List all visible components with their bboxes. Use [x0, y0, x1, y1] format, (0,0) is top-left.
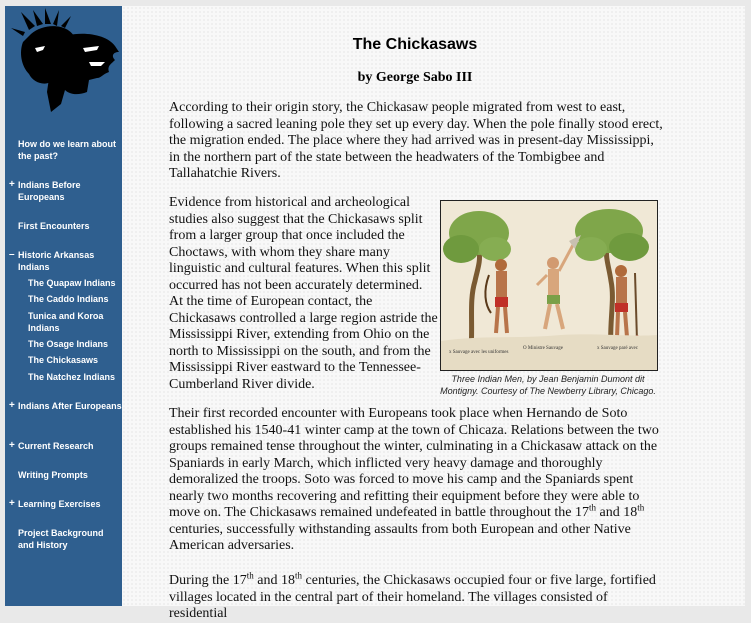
nav-item-label: Current Research — [18, 441, 94, 451]
sidebar-nav — [5, 6, 122, 606]
superscript: th — [637, 502, 645, 513]
paragraph-text: and 18 — [596, 505, 638, 520]
nav-item-label: Tunica and Koroa Indians — [28, 311, 104, 333]
painting-caption-right: x Sauvage paré avec — [597, 346, 638, 351]
expand-plus-icon[interactable]: + — [9, 440, 15, 451]
superscript: th — [295, 570, 303, 581]
nav-item-label: Project Background and History — [18, 528, 104, 550]
article-paragraph-4 — [169, 570, 663, 623]
painting-caption-middle: O Ministre Sauvage — [523, 346, 563, 351]
paragraph-text: During the 17 — [169, 573, 247, 588]
paragraph-text: centuries, successfully withstanding assaults from both European and other Native American adversaries. — [169, 521, 631, 553]
nav-item-label: Learning Exercises — [18, 499, 101, 509]
superscript: th — [589, 502, 597, 513]
article-paragraph-2: Evidence from historical and archeological studies also suggest that the Chickasaws split from a larger group that once included the Choctaws, with whom they share many linguistic and cultural features. When this split occurred has not been accurately determined. At the time of European contact, the Chickasaws controlled a large region astride the Mississippi River, extending from Ohio on the north to Mississippi on the south, and from the Mississippi River eastward to the Tennessee-Cumberland River divide. — [169, 195, 438, 392]
nav-item-label: First Encounters — [18, 221, 90, 231]
article-paragraph-3 — [169, 406, 663, 555]
paragraph-text: and 18 — [253, 573, 295, 588]
expand-plus-icon[interactable]: + — [9, 179, 15, 190]
painting-caption-left: x Sauvage avec les uniformes — [449, 350, 509, 355]
paragraph-text: Their first recorded encounter with Europeans took place when Hernando de Soto established his 1540-41 winter camp at the town of Chicaza. Relations between the two groups remained tense throughout the winter, culminating in a Chickasaw attack on the Spaniards in early March, which inflicted very heavy damage and thoroughly demoralized the troops. Soto was forced to move his camp and the Spaniards spent nearly two months recovering and refitting their equipment before they were able to move on. The Chickasaws remained undefeated in battle throughout the 17 — [169, 406, 659, 520]
article-paragraph-1: According to their origin story, the Chickasaw people migrated from west to east, following a sacred leaning pole they set up every day. When the pole finally stood erect, the migration ended. The place where they had arrived was in present-day Mississippi, in the northern part of the state between the headwaters of the Tombigbee and Tallahatchie Rivers. — [169, 100, 663, 181]
painting-illustration — [441, 201, 657, 370]
article-content — [122, 6, 745, 621]
nav-item-label: How do we learn about the past? — [18, 139, 117, 161]
page-title: The Chickasaws — [352, 36, 478, 53]
expand-plus-icon[interactable]: + — [9, 498, 15, 509]
warrior-profile-logo[interactable] — [11, 8, 119, 112]
nav-item-label: The Quapaw Indians — [28, 278, 116, 288]
nav-item-label: The Osage Indians — [28, 339, 109, 349]
nav-item-label: Historic Arkansas Indians — [18, 250, 95, 272]
collapse-minus-icon[interactable]: – — [9, 249, 15, 260]
article-byline: by George Sabo III — [357, 70, 473, 85]
three-indian-men-painting — [440, 200, 658, 371]
expand-plus-icon[interactable]: + — [9, 400, 15, 411]
nav-item-label: Indians Before Europeans — [18, 180, 81, 202]
nav-item-label: Writing Prompts — [18, 470, 88, 480]
nav-item-label: The Natchez Indians — [28, 372, 116, 382]
figure-caption: Three Indian Men, by Jean Benjamin Dumont dit Montigny. Courtesy of The Newberry Library, Chicago. — [440, 374, 656, 396]
nav-item-label: The Caddo Indians — [28, 294, 109, 304]
nav-item-label: Indians After Europeans — [18, 401, 122, 411]
superscript: th — [246, 570, 254, 581]
nav-item-label: The Chickasaws — [28, 355, 99, 365]
paragraph-text: centuries, the Chickasaws occupied four or five large, fortified villages located in the central part of their homeland. The villages consisted of residential — [169, 573, 656, 621]
